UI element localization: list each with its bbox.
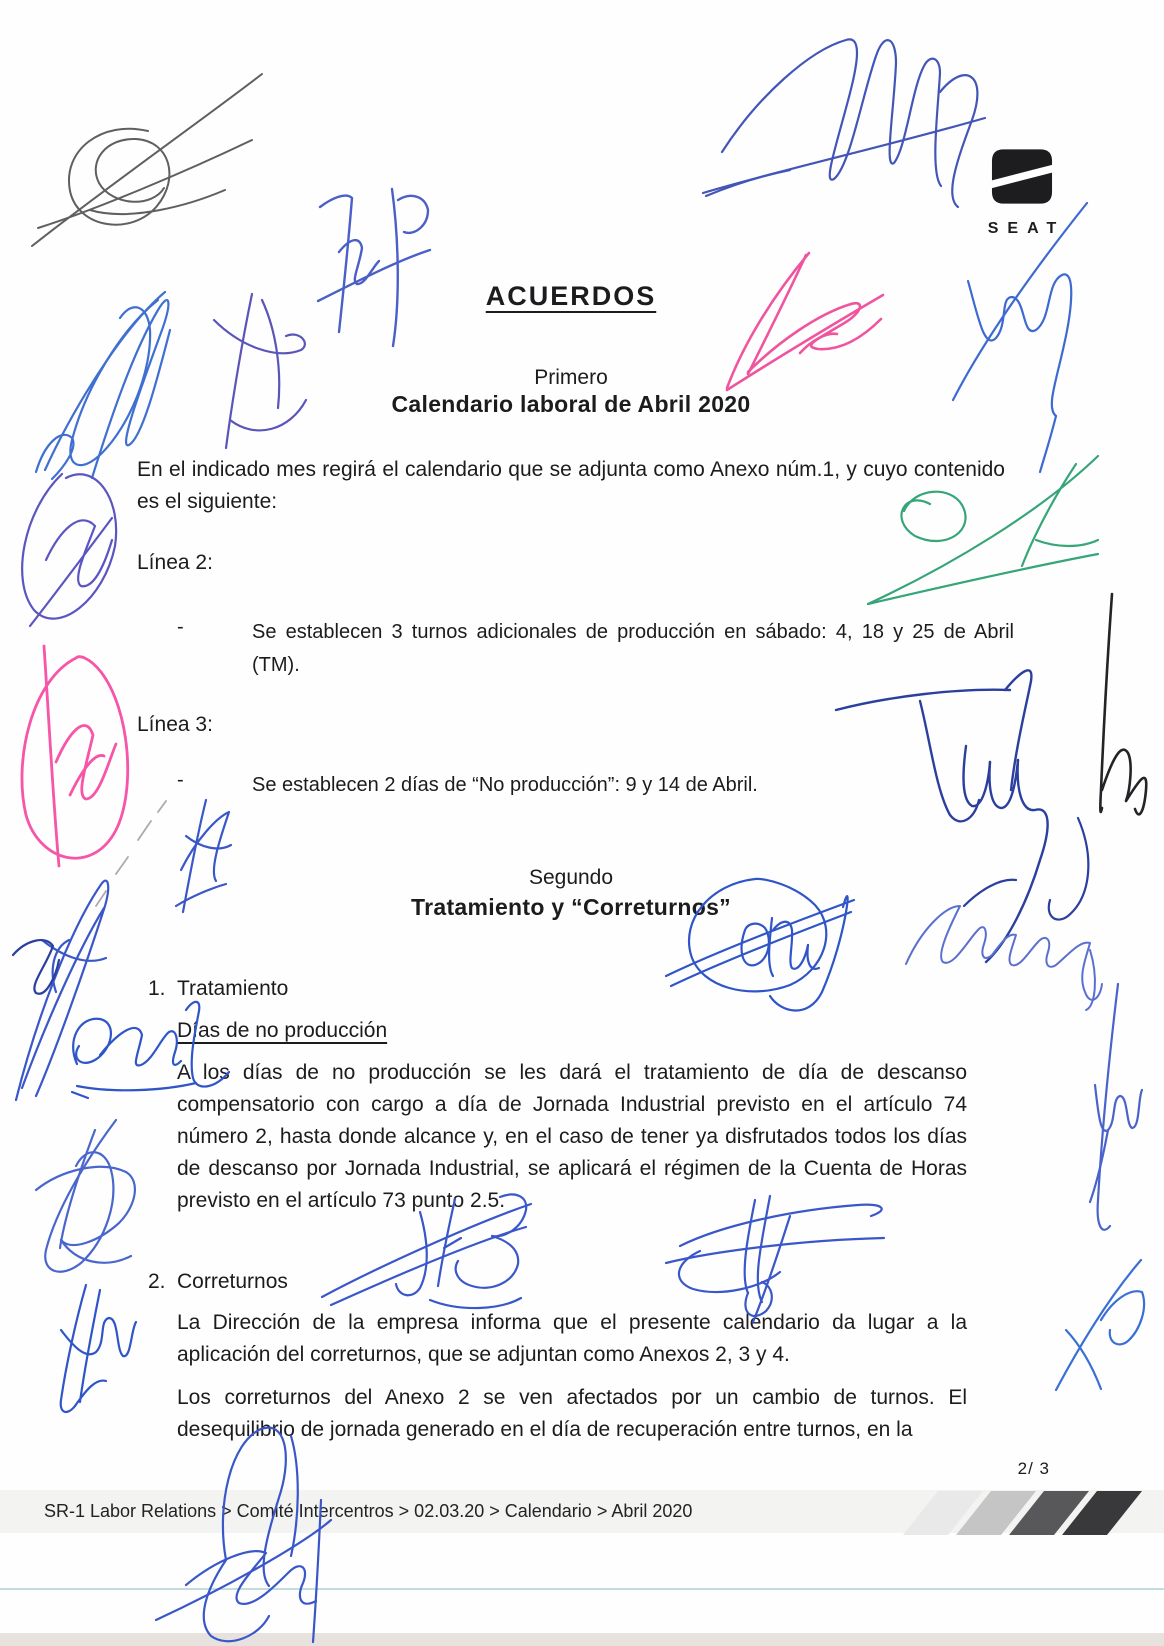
seat-logo [966,148,1078,238]
linea3-label: Línea 3: [137,713,213,736]
signature-bottom-left-2 [61,1285,136,1412]
item1-subtitle: Días de no producción [177,1019,388,1042]
section-heading-primero: Calendario laboral de Abril 2020 [391,391,751,417]
signature-camila-script [906,906,1102,1010]
seat-wordmark: SEAT [987,220,1066,237]
signature-right-vertical [1090,984,1142,1230]
linea2-item: Se establecen 3 turnos adicionales de producción en sábado: 4, 18 y 25 de Abril (TM). [252,621,1014,676]
signature-pink-big [22,646,128,866]
signature-loops-bottom-left [36,1120,135,1272]
linea3-item: Se establecen 2 días de “No producción”: 9 y 14 de Abril. [252,774,758,796]
breadcrumb: SR-1 Labor Relations > Comité Intercentros > 02.03.20 > Calendario > Abril 2020 [44,1501,693,1521]
footer-stripes-graphic [903,1491,1143,1540]
item1-title: Tratamiento [177,977,289,1000]
section-kicker-primero: Primero [534,366,608,389]
section-heading-segundo: Tratamiento y “Correturnos” [411,894,731,920]
item1-number: 1. [148,977,166,1000]
item2-title: Correturnos [177,1270,288,1293]
faint-dashes [96,801,166,906]
seat-s-icon [991,148,1053,205]
page-number: 2/ 3 [1017,1459,1050,1478]
signature-violet-ellipse [22,474,116,626]
signature-x-long-left [16,881,108,1100]
signature-right-upper [953,203,1087,472]
scan-edge-artifact [0,1633,1164,1646]
signature-jkf [318,189,430,346]
section-kicker-segundo: Segundo [528,866,614,889]
intro-paragraph: En el indicado mes regirá el calendario que se adjunta como Anexo núm.1, y cuyo contenido es el siguiente: [137,458,1005,513]
scan-line-artifact [0,1588,1164,1590]
item2-body-1: La Dirección de la empresa informa que el presente calendario da lugar a la aplicación del correturnos, que se adjuntan como Anexos 2, 3 y 4. [177,1311,967,1366]
document-title: ACUERDOS [485,281,657,311]
signature-black-mu [1100,594,1146,814]
signature-rego-bottom [156,1428,331,1642]
linea2-label: Línea 2: [137,551,213,574]
signature-gray-scribble [32,74,262,246]
item2-number: 2. [148,1270,166,1293]
signature-top-right-loops [703,39,985,207]
item2-body-2: Los correturnos del Anexo 2 se ven afectados por un cambio de turnos. El desequilibrio de jornada generado en el día de recuperación entre turnos, en la [177,1386,967,1441]
item1-body: A los días de no producción se les dará el tratamiento de día de descanso compensatorio con cargo a día de Jornada Industrial previsto en el artículo 74 número 2, hasta donde alcance y, en el caso de tener ya disfrutados todos los días de descanso por Jornada Industrial, se aplicará el régimen de la Cuenta de Horas previsto en el artículo 73 punto 2.5. [177,1061,967,1212]
signature-lic-right [1056,1260,1144,1390]
signature-navy-small-left [13,940,59,994]
bullet-dash: - [177,769,184,791]
bullet-dash: - [177,616,184,638]
